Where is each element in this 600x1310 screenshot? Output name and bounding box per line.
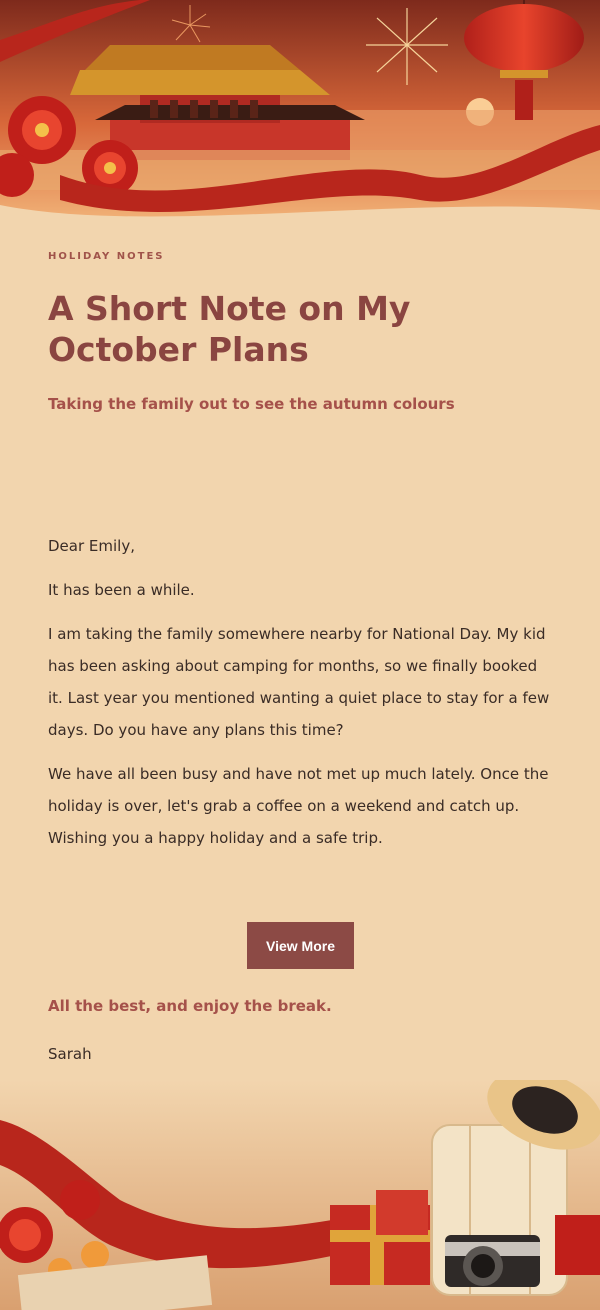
body-paragraph: It has been a while. xyxy=(48,581,195,599)
body-paragraph: We have all been busy and have not met up much lately. Once the holiday is over, let's grab a coffee on a weekend and catch up. Wishing you a happy holiday and a safe trip. xyxy=(48,765,549,847)
closing-line: All the best, and enjoy the break. xyxy=(48,997,332,1015)
page-title: A Short Note on My October Plans xyxy=(48,289,411,369)
subtitle: Taking the family out to see the autumn colours xyxy=(48,395,455,413)
eyebrow-label: HOLIDAY NOTES xyxy=(48,251,165,262)
email-body xyxy=(48,530,554,866)
view-more-button[interactable]: View More xyxy=(247,922,354,969)
travel-luggage-icon xyxy=(0,1080,600,1310)
body-paragraph: I am taking the family somewhere nearby for National Day. My kid has been asking about camping for months, so we finally booked it. Last year you mentioned wanting a quiet place to stay for a few days. Do you have any plans this time? xyxy=(48,625,550,739)
footer-illustration xyxy=(0,1080,600,1310)
header-banner-illustration xyxy=(0,0,600,225)
holiday-banner-icon xyxy=(0,0,600,225)
greeting: Dear Emily, xyxy=(48,537,135,555)
signature: Sarah xyxy=(48,1045,92,1063)
